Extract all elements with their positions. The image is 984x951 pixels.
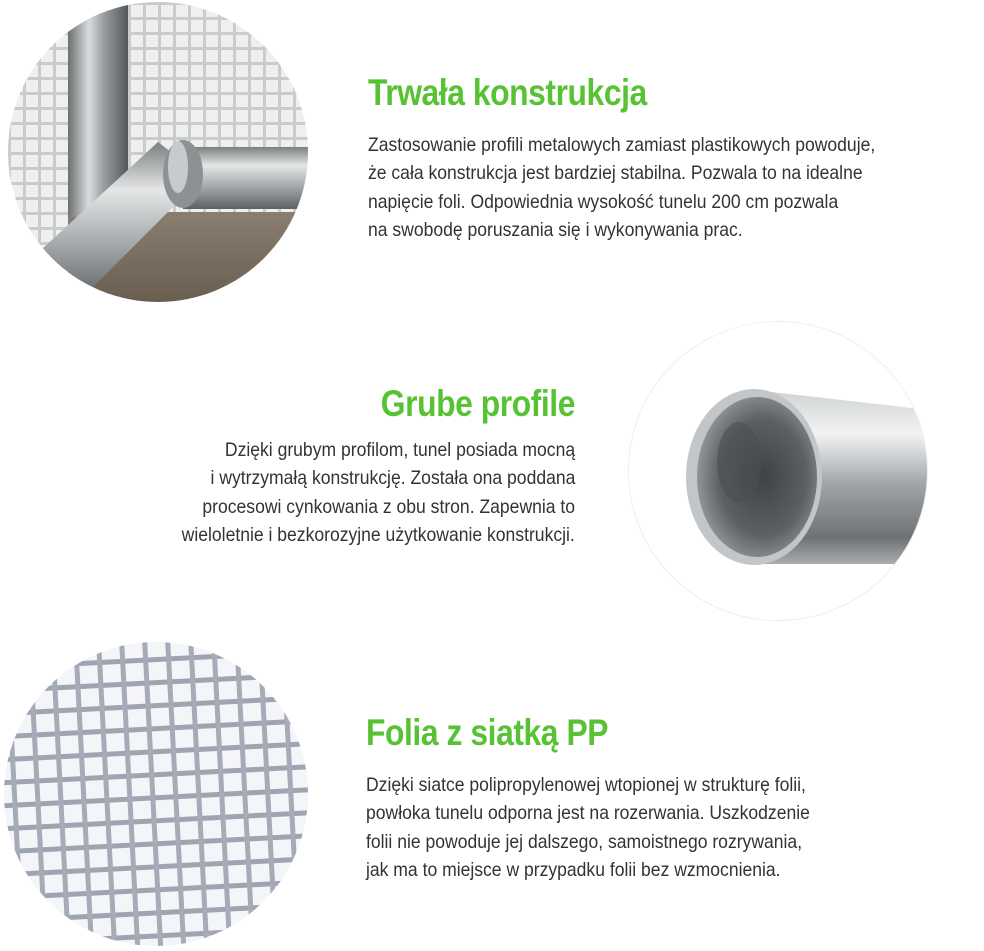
description-line: i wytrzymałą konstrukcję. Została ona poddana	[210, 467, 575, 490]
description-line: folii nie powoduje jej dalszego, samoistnego rozrywania,	[366, 830, 803, 853]
section-title: Folia z siatką PP	[366, 712, 609, 753]
section-durable-construction	[368, 72, 978, 245]
description-line: powłoka tunelu odporna jest na rozerwania. Uszkodzenie	[366, 802, 810, 825]
description-line: że cała konstrukcja jest bardziej stabilna. Pozwala to na idealne	[368, 162, 863, 185]
description-line: na swobodę poruszania się i wykonywania prac.	[368, 219, 743, 242]
mesh-foil-image	[4, 642, 308, 946]
section-thick-profiles	[95, 383, 575, 550]
description-line: napięcie foli. Odpowiednia wysokość tunelu 200 cm pozwala	[368, 190, 839, 213]
section-description	[368, 131, 978, 245]
section-mesh-foil	[366, 712, 976, 885]
description-line: Dzięki grubym profilom, tunel posiada mocną	[224, 438, 575, 461]
description-line: procesowi cynkowania z obu stron. Zapewnia to	[202, 495, 575, 518]
section-description	[95, 436, 575, 550]
galvanized-tube-image	[628, 321, 928, 621]
description-line: wieloletnie i bezkorozyjne użytkowanie konstrukcji.	[181, 524, 575, 547]
description-line: jak ma to miejsce w przypadku folii bez wzmocnienia.	[366, 859, 781, 882]
section-title: Grube profile	[380, 383, 575, 424]
description-line: Zastosowanie profili metalowych zamiast plastikowych powoduje,	[368, 133, 876, 156]
section-title: Trwała konstrukcja	[368, 72, 647, 113]
steel-frame-joint-image	[8, 2, 308, 302]
description-line: Dzięki siatce polipropylenowej wtopionej w strukturę folii,	[366, 773, 806, 796]
section-description	[366, 771, 976, 885]
